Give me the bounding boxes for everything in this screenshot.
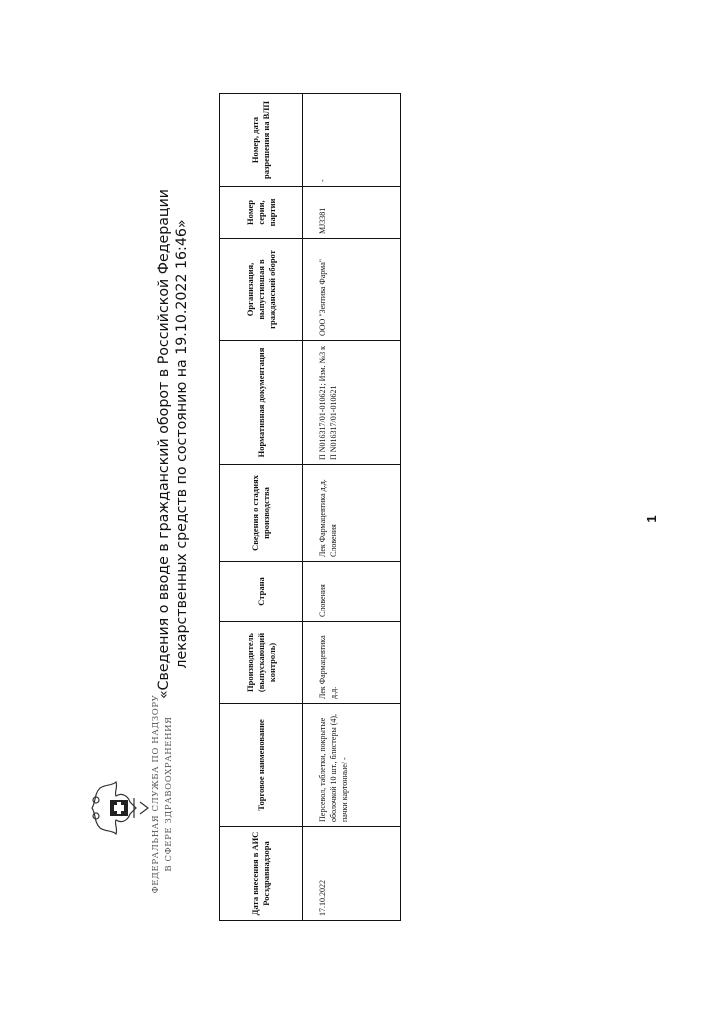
cell-organization: ООО "Зентива Фарма" xyxy=(303,239,401,341)
cell-stages: Лек Фармацевтика д.д. Словения xyxy=(303,465,401,562)
registry-table xyxy=(219,93,401,921)
cell-country: Словения xyxy=(303,562,401,622)
header-stages: Сведения о стадиях производства xyxy=(220,465,303,562)
header-trade-name: Торговое наименование xyxy=(220,704,303,827)
title-line-2: лекарственных средств по состоянию на 19.10.2022 16:46» xyxy=(174,219,190,669)
agency-line-2: В СФЕРЕ ЗДРАВООХРАНЕНИЯ xyxy=(164,716,174,872)
table-row xyxy=(303,94,401,921)
header-batch: Номер серии, партии xyxy=(220,187,303,239)
cell-date: 17.10.2022 xyxy=(303,827,401,921)
roszdravnadzor-emblem xyxy=(86,778,154,838)
cell-permit: - xyxy=(303,94,401,187)
document-title xyxy=(155,104,191,784)
header-manufacturer: Производитель (выпускающий контроль) xyxy=(220,622,303,704)
cell-trade-name: Персевол, таблетки, покрытые оболочкой 10 шт., блистеры (4), пачки картонные/ - xyxy=(303,704,401,827)
header-organization: Организация, выпустившая в гражданский оборот xyxy=(220,239,303,341)
agency-line-1: ФЕДЕРАЛЬНАЯ СЛУЖБА ПО НАДЗОРУ xyxy=(151,694,161,894)
cell-manufacturer: Лек Фармацевтика д.д. xyxy=(303,622,401,704)
title-line-1: «Сведения о вводе в гражданский оборот в Российской Федерации xyxy=(156,188,172,700)
header-normative-docs: Нормативная документация xyxy=(220,341,303,465)
cell-normative-docs: П N016317/01-010621; Изм. №3 к П N016317/01-010621 xyxy=(303,341,401,465)
cell-batch: MJ3381 xyxy=(303,187,401,239)
page-number: 1 xyxy=(644,515,659,523)
header-permit: Номер, дата разрешения на ВЛП xyxy=(220,94,303,187)
header-date: Дата внесения в АИС Росздравнадзора xyxy=(220,827,303,921)
header-country: Страна xyxy=(220,562,303,622)
table-header-row xyxy=(220,94,303,921)
